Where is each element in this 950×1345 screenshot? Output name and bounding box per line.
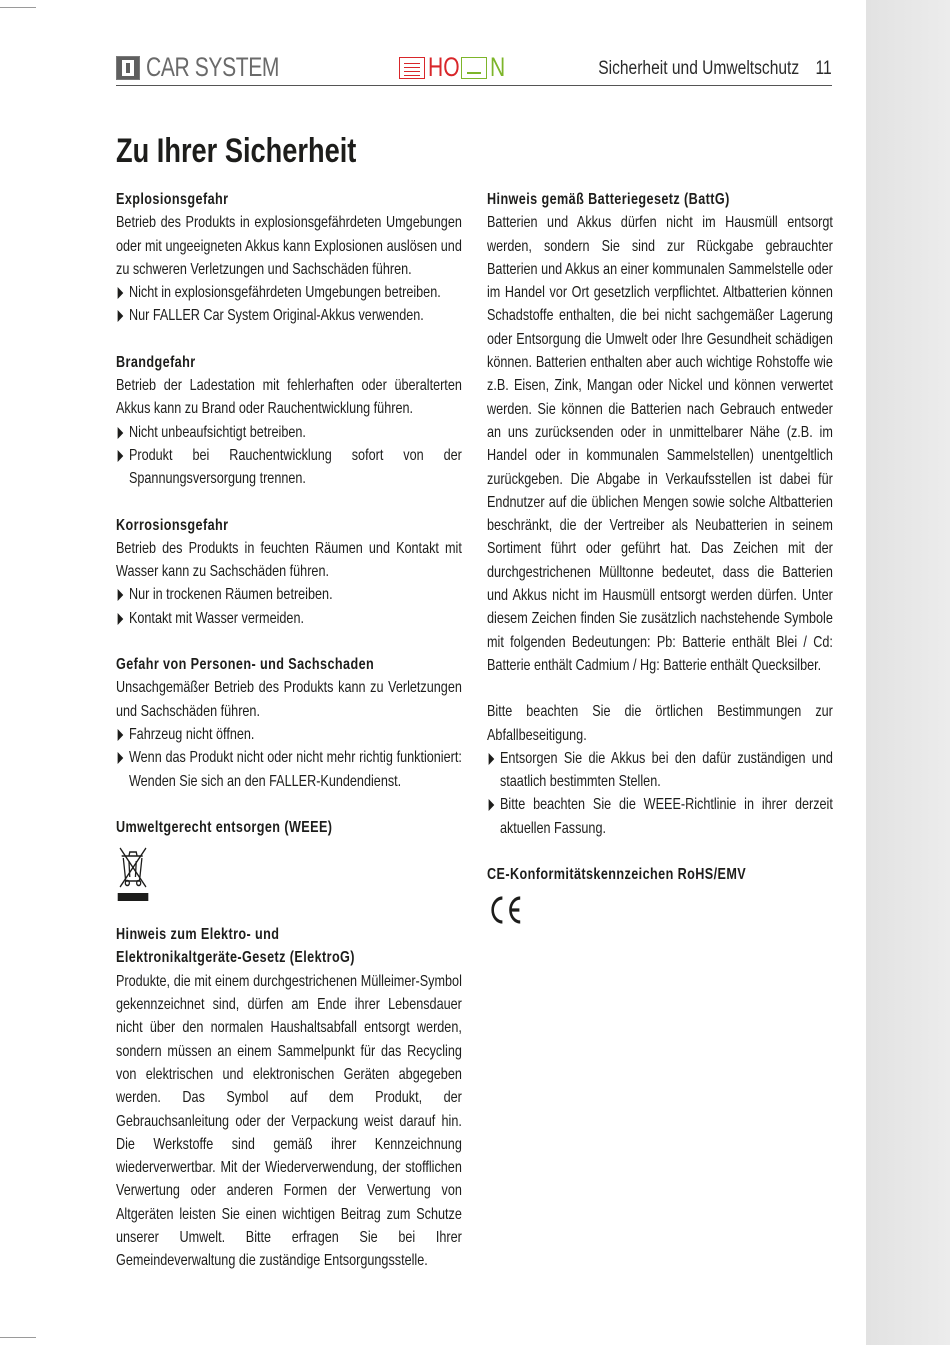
brand [116,52,317,83]
page-header [116,50,832,86]
local-regulations-section [487,700,833,840]
list-item: Nicht in explosionsgefährdeten Umgebungen betreiben. [116,281,462,304]
list-item: Wenn das Produkt nicht oder nicht mehr richtig funktioniert: Wenden Sie sich an den FALLER-Kundendienst. [116,746,462,793]
section-heading: Elektronikaltgeräte-Gesetz (ElektroG) [116,949,355,967]
list-item: Nur in trockenen Räumen betreiben. [116,583,462,606]
section-text: Betrieb des Produkts in feuchten Räumen und Kontakt mit Wasser kann zu Sachschäden führen. [116,539,462,581]
section-heading: Brandgefahr [116,353,196,371]
section-text: Unsachgemäßer Betrieb des Produkts kann zu Verletzungen und Sachschäden führen. [116,679,462,720]
left-column [116,188,462,1296]
list-item: Fahrzeug nicht öffnen. [116,723,462,746]
list-item: Kontakt mit Wasser vermeiden. [116,607,462,630]
list-item: Nicht unbeaufsichtigt betreiben. [116,421,462,444]
ho-gauge-icon [399,57,425,79]
battg-section [487,188,833,677]
injury-section [116,653,462,793]
page-number: 11 [815,58,832,79]
section-text: Produkte, die mit einem durchgestrichenen Mülleimer-Symbol gekennzeichnet sind, dürfen am Ende ihrer Lebensdauer nicht über den normalen Haushaltsabfall entsorgt werden, sondern müssen an einem Sammelpunkt für das Recycling von elektrischen und elektronischen Geräten abgegeben werden. Das Symbol auf dem Produkt, der Gebrauchsanleitung oder der Verpackung weist darauf hin. Die Werkstoffe sind gemäß ihrer Kennzeichnung wiederverwertbar. Mit der Wiederverwendung, der stofflichen Verwertung oder anderen Formen der Verwertung von Altgeräten leisten Sie einen wichtigen Beitrag zum Schutze unserer Umwelt. Bitte erfragen Sie bei Ihrer Gemeindeverwaltung die zuständige Entsorgungsstelle. [116,972,462,1270]
crossed-out-wheelie-bin-icon [118,845,149,901]
ce-mark-icon [487,894,523,926]
running-header [599,58,832,80]
faller-h-logo-icon [116,56,140,80]
gauge-ho-label: HO [428,52,460,82]
section-heading: CE-Konformitätskennzeichen RoHS/EMV [487,866,747,884]
crop-mark [0,1337,36,1338]
explosion-section [116,188,462,328]
gauge-indicator [399,52,510,83]
brand-name: CAR SYSTEM [146,52,280,82]
section-heading: Hinweis gemäß Batteriegesetz (BattG) [487,191,730,208]
section-heading: Gefahr von Personen- und Sachschaden [116,656,375,674]
section-heading: Korrosionsgefahr [116,516,229,534]
section-heading: Umweltgerecht entsorgen (WEEE) [116,818,333,836]
list-item: Bitte beachten Sie die WEEE-Richtlinie in ihrer derzeit aktuellen Fassung. [487,793,833,840]
fire-section [116,351,462,491]
section-text: Batterien und Akkus dürfen nicht im Hausmüll entsorgt werden, sondern Sie sind zur Rückgabe gebrauchter Batterien und Akkus an einer kommunalen Sammelstelle oder im Handel vor Ort gesetzlich verpflichtet. Altbatterien können Schadstoffe enthalten, die bei nicht sachgemäßer Lagerung oder Entsorgung die Umwelt oder Ihre Gesundheit schädigen können. Batterien enthalten aber auch wichtige Rohstoffe wie z.B. Eisen, Zink, Mangan oder Nickel und können verwertet werden. Sie können die Batterien nach Gebrauch entweder an uns zurücksenden oder in unmittelbarer Nähe (z.B. im Handel oder in kommunalen Sammelstellen) unentgeltlich zurückgeben. Die Abgabe in Verkaufsstellen ist dabei für Endnutzer auf die üblichen Mengen sowie solche Altbatterien beschränkt, die der Vertreiber als Neubatterien in seinem Sortiment führt oder geführt hat. Das Zeichen mit der durchgestrichenen Mülltonne bedeutet, dass die Batterien und Akkus nicht im Hausmüll entsorgt werden dürfen. Unter diesem Zeichen finden Sie zusätzlich nachstehende Symbole mit folgenden Bedeutungen: Pb: Batterie enthält Blei / Cd: Batterie enthält Cadmium / Hg: Batterie enthält Quecksilber. [487,214,833,674]
section-heading: Hinweis zum Elektro- und [116,926,280,944]
right-column [487,188,833,926]
elektrog-section [116,923,462,1272]
section-text: Betrieb der Ladestation mit fehlerhaften oder überalterten Akkus kann zu Brand oder Rauchentwicklung führen. [116,377,462,418]
gauge-n-label: N [490,52,506,82]
section-heading: Explosionsgefahr [116,191,229,208]
header-rule [116,85,832,86]
section-text: Betrieb des Produkts in explosionsgefährdeten Umgebungen oder mit ungeeigneten Akkus kann Explosionen auslösen und zu schweren Verletzungen und Sachschäden führen. [116,214,462,278]
list-item: Nur FALLER Car System Original-Akkus verwenden. [116,304,462,327]
section-title: Sicherheit und Umweltschutz [598,58,800,79]
weee-section [116,816,462,901]
n-gauge-icon [461,57,487,79]
crop-mark [0,7,36,8]
section-text: Bitte beachten Sie die örtlichen Bestimmungen zur Abfallbeseitigung. [487,703,833,744]
ce-section [487,863,833,926]
page-title: Zu Ihrer Sicherheit [116,132,357,170]
corrosion-section [116,514,462,630]
list-item: Produkt bei Rauchentwicklung sofort von der Spannungsversorgung trennen. [116,444,462,491]
page-edge-strip [866,0,950,1345]
list-item: Entsorgen Sie die Akkus bei den dafür zuständigen und staatlich bestimmten Stellen. [487,747,833,794]
